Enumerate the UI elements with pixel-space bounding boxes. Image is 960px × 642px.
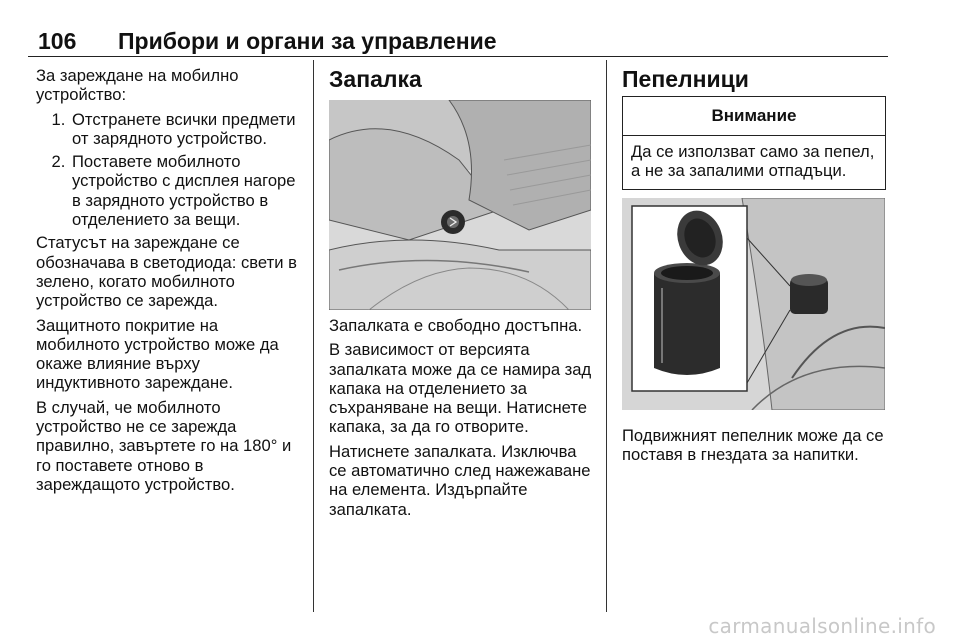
protective-cover-paragraph: Защитното покритие на мобилното устройство може да окаже влияние върху индуктивното зареждане. bbox=[36, 315, 279, 393]
page-title: Прибори и органи за управление bbox=[118, 28, 497, 54]
charging-step: 2. Поставете мобилното устройство с дисплея нагоре в зарядното устройство в отделението за вещи. bbox=[70, 152, 302, 229]
lighter-paragraph: Запалката е свободно достъпна. bbox=[329, 316, 583, 335]
charging-step: 1. Отстранете всички предмети от зарядното устройство. bbox=[70, 110, 302, 149]
lighter-paragraph: В зависимост от версията запалката може да се намира зад капака на отделението за съхраняване на вещи. Натиснете капака, за да го отворите. bbox=[329, 340, 592, 437]
charging-steps bbox=[36, 110, 302, 230]
watermark: carmanualsonline.info bbox=[708, 614, 936, 638]
page-header bbox=[28, 26, 888, 57]
column-lighter bbox=[329, 316, 597, 524]
lighter-illustration bbox=[329, 100, 591, 310]
charging-intro: За зареждане на мобилно устройство: bbox=[36, 66, 239, 105]
ashtray-paragraph: Подвижният пепелник може да се поставя в гнездата за напитки. bbox=[622, 426, 884, 465]
warning-title: Внимание bbox=[623, 97, 885, 136]
page-number: 106 bbox=[38, 28, 77, 54]
column-divider bbox=[606, 60, 607, 612]
rotate-device-paragraph: В случай, че мобилното устройство не се зарежда правилно, завъртете го на 180° и го поставете отново в зареждащото устройство. bbox=[36, 397, 292, 494]
charging-status-paragraph: Статусът на зареждане се обозначава в светодиода: свети в зелено, когато мобилното устройство се зарежда. bbox=[36, 233, 297, 311]
warning-text: Да се използват само за пепел, а не за запалими отпадъци. bbox=[631, 142, 875, 181]
column-ashtrays bbox=[622, 426, 890, 470]
lighter-paragraph: Натиснете запалката. Изключва се автоматично след нажежаване на елемента. Издърпайте запалката. bbox=[329, 441, 591, 519]
warning-box bbox=[622, 96, 886, 190]
column-charging bbox=[36, 66, 302, 499]
lighter-heading: Запалка bbox=[329, 66, 422, 92]
column-divider bbox=[313, 60, 314, 612]
ashtrays-heading: Пепелници bbox=[622, 66, 749, 92]
ashtray-illustration bbox=[622, 198, 885, 410]
